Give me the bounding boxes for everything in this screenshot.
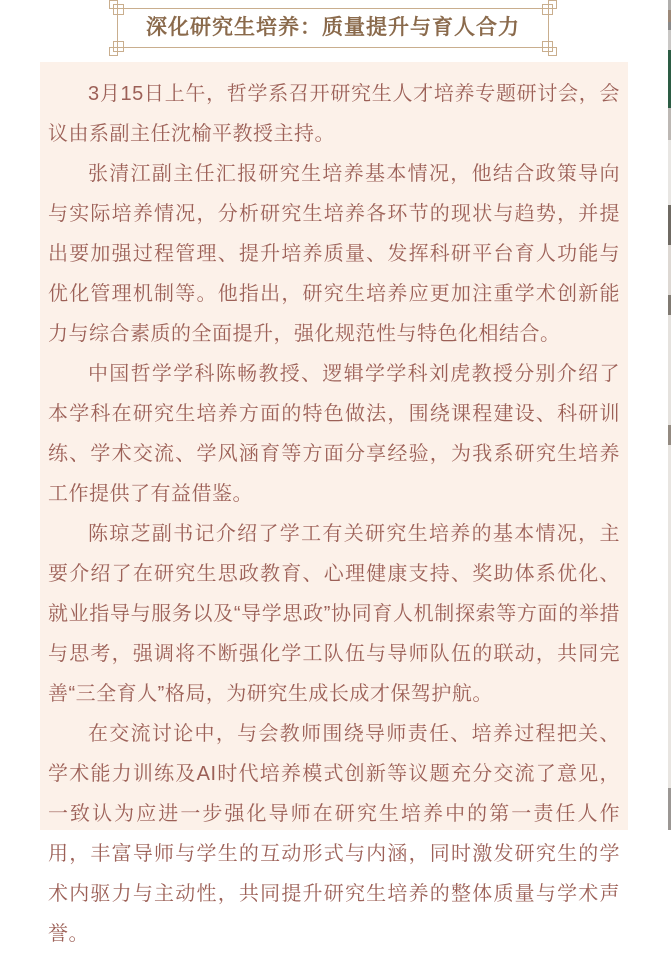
paragraph: 陈琼芝副书记介绍了学工有关研究生培养的基本情况，主要介绍了在研究生思政教育、心理健康支持、奖助体系优化、就业指导与服务以及“导学思政”协同育人机制探索等方面的举措与思考，强调将不断强化学工队伍与导师队伍的联动，共同完善“三全育人”格局，为研究生成长成才保驾护航。 — [48, 523, 620, 705]
corner-knot-icon — [108, 40, 125, 57]
title-frame — [117, 8, 549, 48]
page-title: 深化研究生培养：质量提升与育人合力 — [146, 16, 520, 39]
paragraph: 3月15日上午，哲学系召开研究生人才培养专题研讨会，会议由系副主任沈榆平教授主持。 — [48, 83, 620, 145]
corner-knot-icon — [541, 0, 558, 16]
corner-knot-icon — [541, 40, 558, 57]
paragraph: 在交流讨论中，与会教师围绕导师责任、培养过程把关、学术能力训练及AI时代培养模式创新等议题充分交流了意见，一致认为应进一步强化导师在研究生培养中的第一责任人作用，丰富导师与学生的互动形式与内涵，同时激发研究生的学术内驱力与主动性，共同提升研究生培养的整体质量与学术声誉。 — [48, 723, 620, 945]
paragraph: 中国哲学学科陈畅教授、逻辑学学科刘虎教授分别介绍了本学科在研究生培养方面的特色做法，围绕课程建设、科研训练、学术交流、学风涵育等方面分享经验，为我系研究生培养工作提供了有益借鉴。 — [48, 363, 620, 505]
paragraph: 张清江副主任汇报研究生培养基本情况，他结合政策导向与实际培养情况，分析研究生培养各环节的现状与趋势，并提出要加强过程管理、提升培养质量、发挥科研平台育人功能与优化管理机制等。他指出，研究生培养应更加注重学术创新能力与综合素质的全面提升，强化规范性与特色化相结合。 — [48, 163, 620, 345]
corner-knot-icon — [108, 0, 125, 16]
article-body-panel — [40, 62, 628, 945]
